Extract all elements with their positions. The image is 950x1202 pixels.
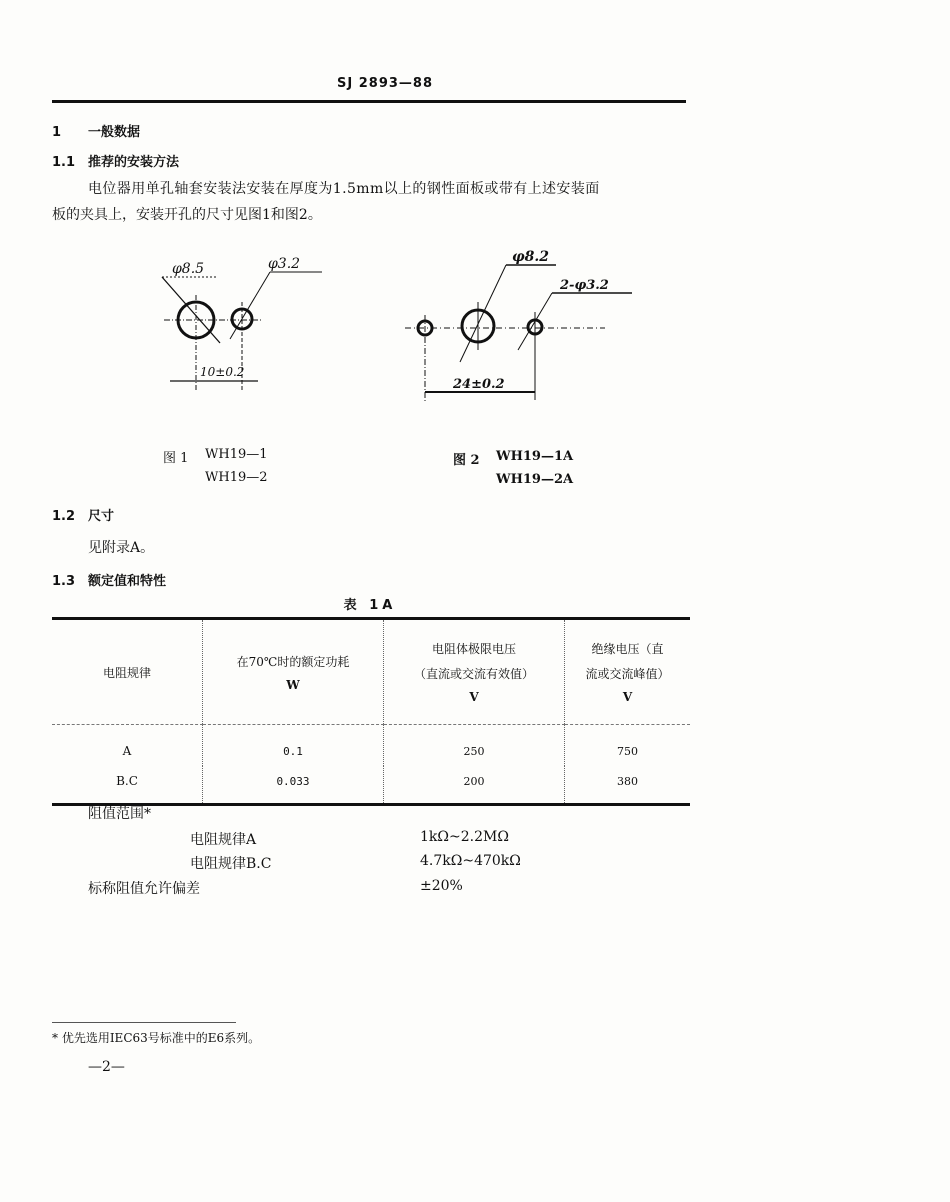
fig1-spacing-label: 10±0.2 xyxy=(200,365,245,379)
table-row: B.C 0.033 200 380 xyxy=(52,766,690,805)
footnote-rule xyxy=(52,1022,236,1023)
fig2-small-diameter-label: 2-φ3.2 xyxy=(560,278,609,293)
figure-1-drawing xyxy=(150,240,350,400)
standard-number: SJ 2893—88 xyxy=(337,76,433,91)
col-header: 绝缘电压（直 流或交流峰值） V xyxy=(565,619,691,725)
ratings-table xyxy=(52,617,690,806)
paragraph-line: 电位器用单孔轴套安装法安装在厚度为1.5mm以上的钢性面板或带有上述安装面 xyxy=(88,181,600,197)
col-header: 在70℃时的额定功耗 W xyxy=(203,619,384,725)
figure-1-model: WH19—2 xyxy=(205,470,268,485)
figure-1-caption-label: 图 1 xyxy=(163,451,189,466)
law-bc-label: 电阻规律B.C xyxy=(190,856,272,872)
figure-2-model: WH19—2A xyxy=(496,472,574,487)
law-bc-value: 4.7kΩ~470kΩ xyxy=(420,853,521,869)
table-row: A 0.1 250 750 xyxy=(52,725,690,767)
figure-2-drawing xyxy=(400,240,680,410)
appendix-reference: 见附录A。 xyxy=(88,540,155,556)
table-header-row xyxy=(52,619,690,725)
col-header: 电阻体极限电压 （直流或交流有效值） V xyxy=(384,619,565,725)
col-header: 电阻规律 xyxy=(52,619,203,725)
section-1-3-heading: 1.3 额定值和特性 xyxy=(52,574,167,589)
law-a-label: 电阻规律A xyxy=(190,832,257,848)
section-1-1-heading: 1.1 推荐的安装方法 xyxy=(52,155,180,170)
fig1-large-diameter-label: φ8.5 xyxy=(172,261,205,277)
fig1-small-diameter-label: φ3.2 xyxy=(268,256,301,272)
figure-2-model: WH19—1A xyxy=(496,449,574,464)
tolerance-label: 标称阻值允许偏差 xyxy=(88,881,200,897)
figure-1-model: WH19—1 xyxy=(205,447,268,462)
page-number: —2— xyxy=(88,1059,125,1075)
figure-2-caption-label: 图 2 xyxy=(453,453,480,468)
header-rule xyxy=(52,100,686,103)
tolerance-value: ±20% xyxy=(420,878,463,894)
fig2-spacing-label: 24±0.2 xyxy=(453,377,505,392)
law-a-value: 1kΩ~2.2MΩ xyxy=(420,829,509,845)
table-title: 表 1A xyxy=(343,598,397,613)
footnote: * 优先选用IEC63号标准中的E6系列。 xyxy=(52,1031,261,1045)
resistance-range-label: 阻值范围* xyxy=(88,806,151,822)
fig2-large-diameter-label: φ8.2 xyxy=(512,249,550,265)
paragraph-line: 板的夹具上，安装开孔的尺寸见图1和图2。 xyxy=(52,207,322,223)
section-1-2-heading: 1.2 尺寸 xyxy=(52,509,115,524)
section-1-heading: 1 一般数据 xyxy=(52,125,141,140)
